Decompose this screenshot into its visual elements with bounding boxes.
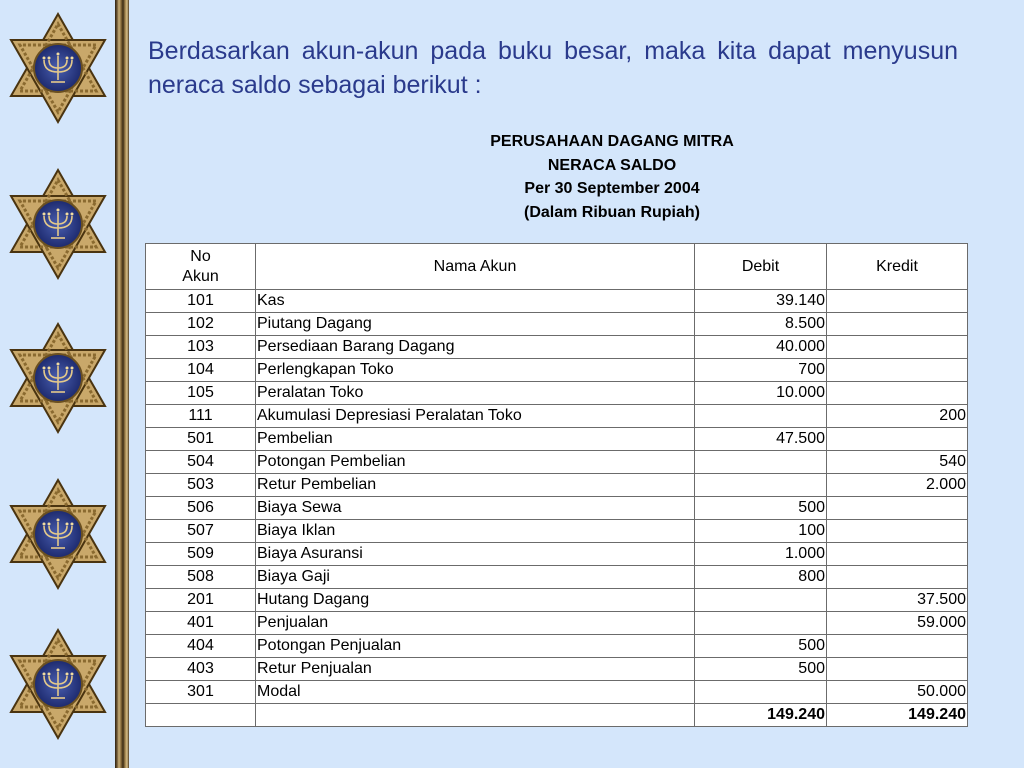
account-no-cell: 503 bbox=[146, 474, 256, 497]
header-debit: Debit bbox=[695, 244, 827, 290]
credit-cell bbox=[827, 290, 968, 313]
table-row bbox=[146, 336, 968, 359]
debit-cell bbox=[695, 474, 827, 497]
credit-cell: 50.000 bbox=[827, 681, 968, 704]
account-name-cell: Retur Pembelian bbox=[256, 474, 695, 497]
account-no-cell: 404 bbox=[146, 635, 256, 658]
table-row bbox=[146, 497, 968, 520]
debit-cell: 47.500 bbox=[695, 428, 827, 451]
trial-balance-table bbox=[145, 243, 968, 727]
account-name-cell: Pembelian bbox=[256, 428, 695, 451]
vertical-divider bbox=[115, 0, 129, 768]
credit-cell: 2.000 bbox=[827, 474, 968, 497]
account-no-cell: 509 bbox=[146, 543, 256, 566]
table-header-row bbox=[146, 244, 968, 290]
star-of-david-icon bbox=[5, 478, 111, 590]
account-no-cell: 506 bbox=[146, 497, 256, 520]
total-row bbox=[146, 704, 968, 727]
account-no-cell: 401 bbox=[146, 612, 256, 635]
total-credit: 149.240 bbox=[827, 704, 968, 727]
account-no-cell: 508 bbox=[146, 566, 256, 589]
debit-cell: 100 bbox=[695, 520, 827, 543]
account-name-cell: Penjualan bbox=[256, 612, 695, 635]
account-no-cell: 105 bbox=[146, 382, 256, 405]
debit-cell: 500 bbox=[695, 635, 827, 658]
table-row bbox=[146, 290, 968, 313]
credit-cell: 200 bbox=[827, 405, 968, 428]
account-no-cell: 102 bbox=[146, 313, 256, 336]
credit-cell bbox=[827, 336, 968, 359]
table-row bbox=[146, 543, 968, 566]
account-no-cell: 103 bbox=[146, 336, 256, 359]
debit-cell bbox=[695, 681, 827, 704]
debit-cell: 500 bbox=[695, 497, 827, 520]
table-row bbox=[146, 635, 968, 658]
account-name-cell: Perlengkapan Toko bbox=[256, 359, 695, 382]
table-row bbox=[146, 612, 968, 635]
account-name-cell: Biaya Sewa bbox=[256, 497, 695, 520]
credit-cell bbox=[827, 428, 968, 451]
table-row bbox=[146, 405, 968, 428]
total-no-cell bbox=[146, 704, 256, 727]
credit-cell bbox=[827, 382, 968, 405]
account-name-cell: Modal bbox=[256, 681, 695, 704]
account-name-cell: Potongan Penjualan bbox=[256, 635, 695, 658]
debit-cell: 10.000 bbox=[695, 382, 827, 405]
table-row bbox=[146, 658, 968, 681]
credit-cell bbox=[827, 543, 968, 566]
debit-cell bbox=[695, 451, 827, 474]
account-name-cell: Biaya Gaji bbox=[256, 566, 695, 589]
account-name-cell: Persediaan Barang Dagang bbox=[256, 336, 695, 359]
report-header bbox=[412, 130, 812, 224]
decorative-sidebar bbox=[0, 0, 115, 768]
debit-cell bbox=[695, 589, 827, 612]
credit-cell bbox=[827, 520, 968, 543]
account-no-cell: 104 bbox=[146, 359, 256, 382]
debit-cell bbox=[695, 612, 827, 635]
table-row bbox=[146, 474, 968, 497]
credit-cell bbox=[827, 359, 968, 382]
account-name-cell: Retur Penjualan bbox=[256, 658, 695, 681]
account-no-cell: 201 bbox=[146, 589, 256, 612]
account-name-cell: Potongan Pembelian bbox=[256, 451, 695, 474]
debit-cell: 1.000 bbox=[695, 543, 827, 566]
report-period: Per 30 September 2004 bbox=[524, 180, 700, 197]
account-no-cell: 301 bbox=[146, 681, 256, 704]
star-of-david-icon bbox=[5, 628, 111, 740]
account-no-cell: 504 bbox=[146, 451, 256, 474]
table-row bbox=[146, 520, 968, 543]
star-of-david-icon bbox=[5, 168, 111, 280]
credit-cell bbox=[827, 566, 968, 589]
account-no-cell: 403 bbox=[146, 658, 256, 681]
total-debit: 149.240 bbox=[695, 704, 827, 727]
star-of-david-icon bbox=[5, 322, 111, 434]
account-name-cell: Biaya Asuransi bbox=[256, 543, 695, 566]
account-name-cell: Hutang Dagang bbox=[256, 589, 695, 612]
debit-cell bbox=[695, 405, 827, 428]
credit-cell bbox=[827, 497, 968, 520]
header-account-no: No Akun bbox=[146, 244, 256, 290]
credit-cell bbox=[827, 313, 968, 336]
credit-cell: 37.500 bbox=[827, 589, 968, 612]
account-no-cell: 101 bbox=[146, 290, 256, 313]
account-name-cell: Kas bbox=[256, 290, 695, 313]
account-name-cell: Akumulasi Depresiasi Peralatan Toko bbox=[256, 405, 695, 428]
table-row bbox=[146, 681, 968, 704]
star-of-david-icon bbox=[5, 12, 111, 124]
credit-cell bbox=[827, 658, 968, 681]
credit-cell: 59.000 bbox=[827, 612, 968, 635]
account-name-cell: Peralatan Toko bbox=[256, 382, 695, 405]
table-row bbox=[146, 589, 968, 612]
credit-cell: 540 bbox=[827, 451, 968, 474]
total-label-cell bbox=[256, 704, 695, 727]
header-account-name: Nama Akun bbox=[256, 244, 695, 290]
table-row bbox=[146, 359, 968, 382]
debit-cell: 500 bbox=[695, 658, 827, 681]
debit-cell: 700 bbox=[695, 359, 827, 382]
company-name: PERUSAHAAN DAGANG MITRA bbox=[490, 133, 734, 150]
table-row bbox=[146, 313, 968, 336]
table-row bbox=[146, 428, 968, 451]
table-row bbox=[146, 451, 968, 474]
report-title: NERACA SALDO bbox=[547, 156, 677, 174]
account-no-cell: 111 bbox=[146, 405, 256, 428]
account-no-cell: 507 bbox=[146, 520, 256, 543]
header-credit: Kredit bbox=[827, 244, 968, 290]
account-name-cell: Piutang Dagang bbox=[256, 313, 695, 336]
table-row bbox=[146, 566, 968, 589]
report-unit: (Dalam Ribuan Rupiah) bbox=[523, 203, 700, 221]
intro-paragraph: Berdasarkan akun-akun pada buku besar, maka kita dapat menyusun neraca saldo sebagai berikut : bbox=[148, 37, 958, 99]
debit-cell: 40.000 bbox=[695, 336, 827, 359]
debit-cell: 800 bbox=[695, 566, 827, 589]
table-row bbox=[146, 382, 968, 405]
debit-cell: 8.500 bbox=[695, 313, 827, 336]
credit-cell bbox=[827, 635, 968, 658]
account-name-cell: Biaya Iklan bbox=[256, 520, 695, 543]
debit-cell: 39.140 bbox=[695, 290, 827, 313]
account-no-cell: 501 bbox=[146, 428, 256, 451]
